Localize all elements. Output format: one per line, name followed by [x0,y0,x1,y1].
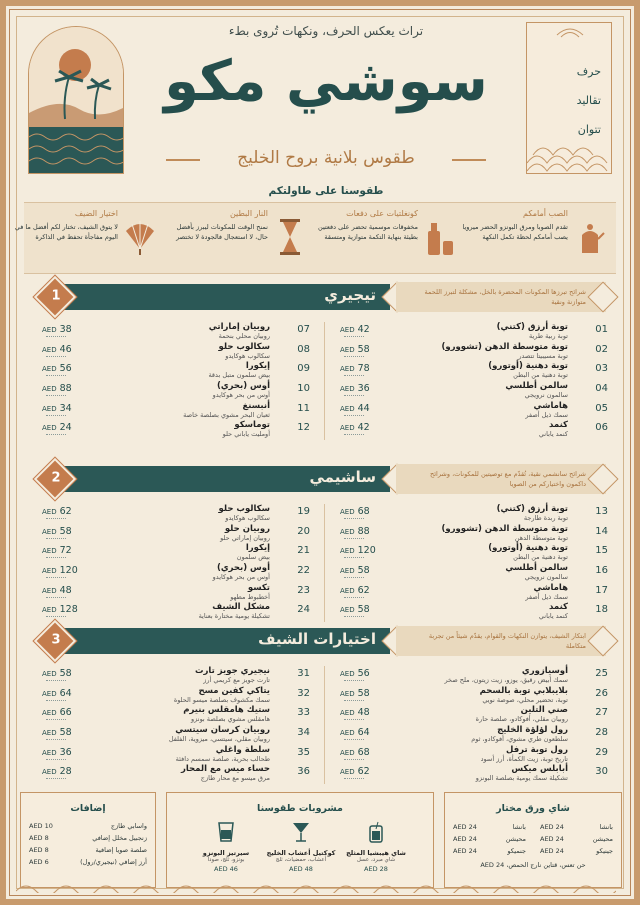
feature-item [312,209,462,271]
item-name: توبة أرزق (كتني) [496,322,568,332]
item-description: سمك ذيل أصفر [525,592,568,601]
item-description: توبة دهنية من البطن [513,553,568,562]
menu-item [42,504,310,524]
item-number: 19 [297,506,310,517]
item-price: AED 42 [340,422,370,434]
item-price: AED 58 [340,565,370,577]
item-price: AED 62 [340,766,370,778]
subtitle: طقوس بلانية بروح الخليج [237,148,415,168]
item-price: AED 36 [340,383,370,395]
item-price: AED 48 [340,707,370,719]
item-number: 13 [595,506,608,517]
item-price: AED 44 [340,402,370,414]
item-number: 22 [297,565,310,577]
menu-item [340,583,608,603]
item-name: سالمن أطلسي [505,381,568,392]
item-name: كنمد [548,602,568,613]
item-price: AED 34 [42,402,72,414]
menu-item [42,602,310,622]
menu-item [340,666,608,686]
item-name: هاماشي [533,400,568,411]
addition-item: واسابي طازج AED 10 [29,822,147,830]
section-note: ابتكار الشيف، يتوازن النكهات والقوام، يقدّم شيئاً من تجربة متكاملة [396,626,606,656]
waves-decoration [16,879,616,893]
menu-item [340,725,608,745]
feature-item [12,209,162,271]
item-name: أنبسنغ [242,400,270,411]
item-number: 10 [297,383,310,395]
side-word: حرف [576,65,601,78]
item-name: إيكورا [245,543,270,554]
menu-column [340,504,608,622]
item-number: 07 [297,324,310,335]
feature-title: اختيار الضيف [74,209,118,218]
item-number: 17 [595,584,608,596]
item-description: بيض سلمون [236,553,270,562]
item-description: روبيان إماراتي حلو [220,533,270,542]
item-description: طحالب بحرية، صلصة سمسم دافئة [175,754,270,763]
item-name: سلطة واغلي [215,744,270,755]
item-description: أوس من بحر هوكايدو [212,573,270,582]
menu-item [340,401,608,421]
menu-column [340,666,608,784]
item-price: AED 28 [42,766,72,778]
menu-item [340,504,608,524]
item-name: رول توبة ترفل [506,744,568,755]
feature-item [162,209,312,271]
tea-item: محيشن AED 24 [453,835,526,843]
item-price: AED 56 [42,363,72,375]
item-description: سمك مكشوف بصلصة ميسو الحلوة [173,695,270,704]
fan-icon [124,215,156,259]
section-banner [26,464,614,494]
item-description: سالمون نرويجي [524,573,568,582]
item-number: 01 [595,324,608,335]
item-price: AED 62 [42,506,72,517]
item-name: روبيان حلو [224,523,270,534]
item-number: 03 [595,363,608,375]
item-description: مرق ميسو مع محار طازج [200,774,270,783]
item-price: AED 68 [340,746,370,758]
item-description: أومليت ياباني حلو [222,430,270,439]
item-number: 18 [595,604,608,616]
item-name: أبابلس ميكس [511,764,568,775]
section-title: اختيارات الشيف [258,630,376,648]
section-number-badge: 3 [34,620,76,662]
item-number: 35 [297,746,310,758]
item-price: AED 58 [42,525,72,537]
item-name: توبة متوسطة الدهن (تشوورو) [441,341,568,352]
item-description: أوس من بحر هوكايدو [212,391,270,400]
feature-item [462,209,612,271]
item-price: AED 66 [42,707,72,719]
menu-column [42,666,310,784]
item-number: 02 [595,343,608,355]
item-price: AED 38 [42,324,72,335]
item-number: 26 [595,687,608,699]
item-price: AED 88 [42,383,72,395]
menu-column [340,322,608,440]
item-description: تاريخ توبة، زيت الكمأة، أرز أسود [480,754,568,763]
section-title: تيجيري [324,286,376,304]
sunset-palm-illustration [28,26,124,174]
item-price: AED 58 [340,604,370,616]
tagline: تراث يعكس الحرف، ونكهات تُروى بطء [228,24,424,38]
item-number: 06 [595,422,608,434]
feature-title: النار البطين [229,209,268,218]
feature-text: نمنح الوقت للمكونات ليبرز بأفضل حال، لا استعجال فالجودة لا تختصر [176,223,268,241]
item-description: ثعبان البحر مشوي بصلصة خاصة [183,410,270,419]
side-word: تقاليد [576,94,601,107]
menu-item [340,543,608,563]
menu-item [340,602,608,622]
item-price: AED 68 [340,506,370,517]
side-word: تتوان [577,123,601,136]
item-price: AED 58 [340,343,370,355]
section-note: شرائح سانشمي نقية، تُقدّم مع توصيتين للمكونات، وشرائح داكمون واختياركم من الصويا [396,464,606,494]
addition-item: صلصة صويا إضافية AED 8 [29,846,147,854]
tea-item: بانشا AED 24 [453,823,526,831]
drink-item: سيرتيز البونزو بونزو، ثلج، صودا AED 46 [187,821,265,873]
menu-item [42,745,310,765]
item-price: AED 88 [340,525,370,537]
drinks-box [166,792,434,888]
item-name: توبة دهنية (أوتورو) [488,543,568,554]
item-description: هامقلس مشوي بصلصة بونزو [191,715,270,724]
item-description: تشكيلة يومية مختارة بعناية [198,612,270,621]
menu-item [340,686,608,706]
item-number: 04 [595,383,608,395]
tea-item: جنميكو AED 24 [453,847,526,855]
item-price: AED 36 [42,746,72,758]
tea-item: جينيكو AED 24 [540,847,613,855]
item-name: إيكورا [245,361,270,372]
features-title: طقوسنا على طاولتكم [268,185,384,197]
item-name: مشكل الشيف [212,602,270,613]
item-description: توبة، تحضير محلي، صوصة نويي [482,695,568,704]
feature-text: لا يتوق الشيف، تختار لكم أفضل ما في اليوم مفاجأة تحفظ في الذاكرة [14,223,118,241]
item-name: أوس (بحري) [216,563,270,574]
menu-item [42,420,310,440]
item-price: AED 24 [42,422,72,434]
item-number: 21 [297,545,310,557]
item-price: AED 64 [42,687,72,699]
item-description: كنمد ياباني [538,612,568,621]
drink-item: شاي هيبشيا المثلج شاي مبرد، عسل AED 28 [337,821,415,873]
item-price: AED 58 [340,687,370,699]
menu-item [42,524,310,544]
item-name: أوس (بحري) [216,381,270,392]
item-name: سكالوب حلو [218,341,270,352]
bottle-icon [424,215,456,259]
item-number: 33 [297,707,310,719]
item-name: توبة دهنية (أوتورو) [488,361,568,372]
glass-icon [216,821,236,843]
item-number: 30 [595,766,608,778]
item-name: تكسو [247,582,270,593]
feature-title: كونغلتيات على دفعات [346,209,418,218]
item-description: توبة ربدة طارجة [523,514,568,522]
item-description: سالمون نرويجي [524,391,568,400]
item-description: بيض سلمون متبل بدقة [208,371,270,380]
menu-item [42,666,310,686]
feature-text: تقدم الصوبا ومرق البونزو الحضر ميرويا يصب أمامكم لحظة تكمل النكهة [462,223,568,241]
item-description: سلطعون طري مشوي، أفوكادو، ثوم [471,735,568,744]
item-description: روبيان محلي بنحمة [218,332,270,340]
item-description: سمك أبيض رقيق، يوزو، زيت زيتون، ملح صخر [444,676,568,684]
menu-item [42,342,310,362]
teapot-icon [574,215,606,259]
item-name: روبيان إماراتي [208,322,270,332]
addition-item: زنجبيل مخلل إضافي AED 8 [29,834,147,842]
addition-item: أرز إضافي (نيجيري/رول) AED 6 [29,858,147,866]
menu-column [42,322,310,440]
menu-item [340,342,608,362]
menu-item [340,381,608,401]
item-price: AED 58 [42,668,72,679]
item-number: 05 [595,402,608,414]
additions-box [20,792,156,888]
tea-box [444,792,622,888]
item-number: 20 [297,525,310,537]
item-number: 09 [297,363,310,375]
item-description: تارت جويز مع كريمي أرز [203,676,270,684]
menu-item [42,361,310,381]
menu-item [42,563,310,583]
menu-item [42,583,310,603]
additions-title: إضافات [70,803,106,814]
feature-title: الصب أمامكم [523,209,568,218]
item-name: ستيك هامقلس بنيرم [183,705,270,716]
menu-item [42,764,310,784]
item-price: AED 48 [42,584,72,596]
menu-item [42,381,310,401]
menu-item [340,745,608,765]
iced-tea-icon [366,821,386,843]
menu-item [340,764,608,784]
menu-item [340,705,608,725]
item-name: روبيان كرسان سيتسي [175,725,270,736]
side-words-panel [526,22,612,174]
drinks-title: مشروبات طقوسنا [257,803,343,814]
menu-item [42,686,310,706]
item-description: توبة مسيبيتا تتصدر [518,351,568,360]
item-description: سكالوب هوكايدو [225,514,270,522]
drink-item: كوكتيل أعشاب الخليج أعشاب، حمضيات، ثلج AED 48 [262,821,340,873]
tea-item: بانشا AED 24 [540,823,613,831]
item-number: 08 [297,343,310,355]
item-description: أخطبوط مطهو [230,592,270,601]
item-name: سكالوب حلو [218,504,270,514]
item-name: يتاكي كفين مسح [198,685,270,696]
menu-item [42,401,310,421]
menu-item [42,322,310,342]
section-title: ساشيمي [309,468,376,486]
item-name: حساء ميس مع المحار [180,764,270,775]
menu-item [42,725,310,745]
item-price: AED 62 [340,584,370,596]
item-number: 28 [595,727,608,739]
item-number: 24 [297,604,310,616]
item-price: AED 46 [42,343,72,355]
item-number: 14 [595,525,608,537]
item-name: توماسكو [234,420,270,431]
menu-item [340,524,608,544]
item-description: سكالوب هوكايدو [225,351,270,360]
item-name: كنمد [548,420,568,431]
item-name: هاماشي [533,582,568,593]
item-price: AED 78 [340,363,370,375]
item-name: توبة أرزق (كتني) [496,504,568,514]
item-number: 32 [297,687,310,699]
item-price: AED 42 [340,324,370,335]
tea-item: محيشن AED 24 [540,835,613,843]
menu-item [42,705,310,725]
section-number-badge: 1 [34,276,76,318]
item-number: 11 [297,402,310,414]
hourglass-icon [274,215,306,259]
item-description: روبيان مقلي، أفوكادو، صلصة حارة [475,715,568,724]
item-description: تشكيلة سمك يومية بصلصة البونزو [475,774,568,783]
item-name: أوسيازوري [521,666,568,676]
item-number: 15 [595,545,608,557]
item-number: 29 [595,746,608,758]
item-number: 34 [297,727,310,739]
item-number: 31 [297,668,310,679]
item-price: AED 58 [42,727,72,739]
features-strip [14,202,616,274]
section-banner [26,626,614,656]
item-price: AED 72 [42,545,72,557]
section-note: شرائح تبرزها المكونات المحضرة بالخل، مشكلة لتبرز اللحمة متوازنة ونقية [396,282,606,312]
cocktail-icon [291,821,311,843]
item-name: رول لؤلؤة الخليج [497,725,568,736]
item-price: AED 56 [340,668,370,679]
item-price: AED 128 [42,604,78,616]
menu-item [42,543,310,563]
tea-note: حن تعس، قتاين نارج الحمص، AED 24 [480,861,586,869]
menu-item [340,420,608,440]
tea-title: شاي ورق مختار [496,803,570,814]
footer [20,792,620,888]
item-price: AED 64 [340,727,370,739]
menu-item [340,322,608,342]
item-name: بلايبلابي توبة بالسحم [479,685,568,696]
menu-item [340,361,608,381]
feature-text: مخفوقات موسمية تحضر على دفعتين بطيئة بنهاية التكمة متوازية ومتسقة [318,223,418,241]
item-number: 27 [595,707,608,719]
item-name: سالمن أطلسي [505,563,568,574]
item-description: روبيان مقلي، سيتسي، ميزوية، الفلفل [168,735,270,744]
item-price: AED 120 [340,545,376,557]
item-name: توبة متوسطة الدهن (تشوورو) [441,523,568,534]
restaurant-title: سوشي مكو [164,49,488,114]
item-number: 23 [297,584,310,596]
item-description: كنمد ياباني [538,430,568,439]
item-number: 25 [595,668,608,679]
item-number: 12 [297,422,310,434]
item-description: سمك ذيل أصفر [525,410,568,419]
section-number-badge: 2 [34,458,76,500]
item-name: صني التلين [520,705,568,716]
menu-item [340,563,608,583]
item-name: نيجيري جويز تارت [194,666,270,676]
item-description: توبة دهنية من البطن [513,371,568,380]
section-banner [26,282,614,312]
item-price: AED 120 [42,565,78,577]
item-description: توبة متوسطة الدهن [514,533,568,542]
item-number: 36 [297,766,310,778]
menu-column [42,504,310,622]
item-number: 16 [595,565,608,577]
item-description: توبة ربية طرية [528,332,568,340]
